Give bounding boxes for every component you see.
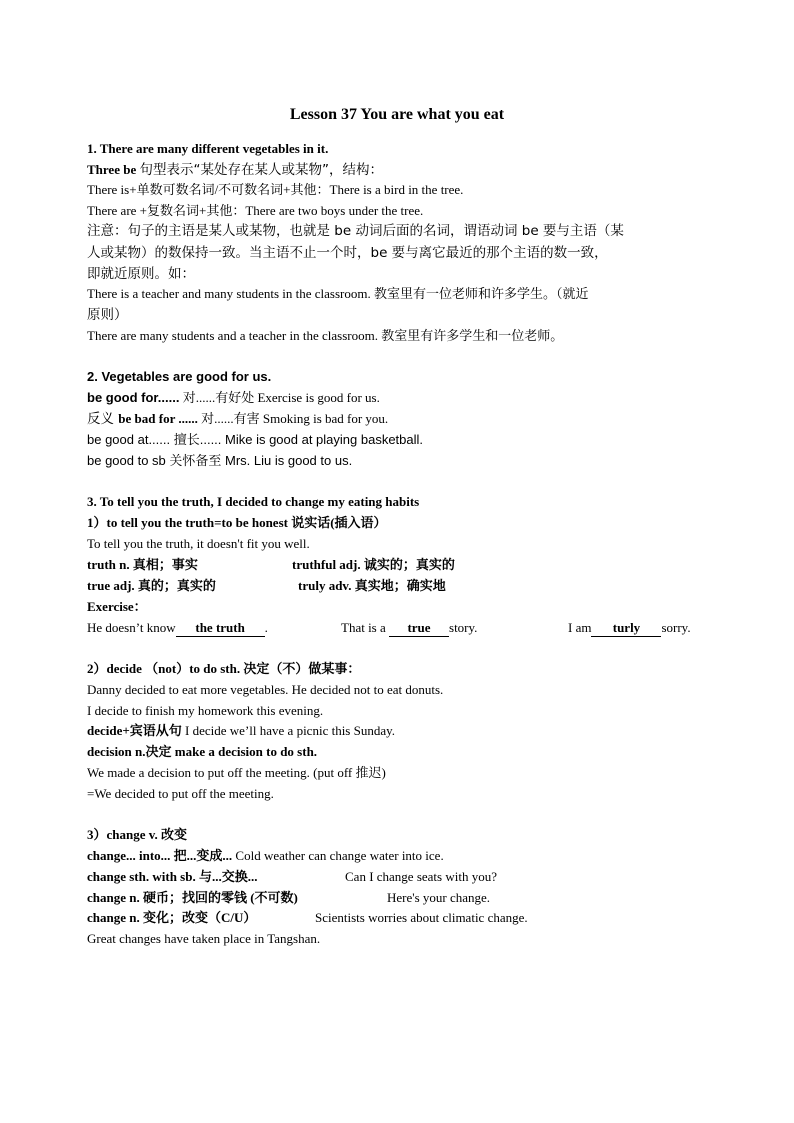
exercise-2-prefix: That is a <box>341 620 390 635</box>
s3-truly-def: truly adv. 真实地；确实地 <box>298 578 446 593</box>
s2-line-4: be good to sb 关怀备至 Mrs. Liu is good to us. <box>87 453 353 468</box>
s1-line-8: 原则） <box>87 307 128 323</box>
s3-decide-4: decision n.决定 make a decision to do sth. <box>87 744 318 759</box>
s3-change-2-bold: change sth. with sb. 与...交换... <box>87 869 258 884</box>
s3-exercise-label: Exercise： <box>87 599 147 614</box>
s3-line-2 <box>87 556 455 574</box>
s3-true-def: true adj. 真的；真实的 <box>87 578 216 593</box>
s2-line-1-bold: be good for...... <box>87 390 180 405</box>
s2-line-1 <box>87 389 380 407</box>
s3-decide-6: =We decided to put off the meeting. <box>87 786 274 801</box>
s2-line-3: be good at...... 擅长...... Mike is good at playing basketball. <box>87 432 424 447</box>
s3-sub-1: 1）to tell you the truth=to be honest 说实话(插入语） <box>87 515 387 530</box>
section-1-heading: 1. There are many different vegetables in it. <box>87 141 329 156</box>
s1-line-1-bold: Three be <box>87 162 140 177</box>
s3-change-2 <box>87 868 497 886</box>
exercise-1-prefix: He doesn’t know <box>87 620 176 635</box>
s3-change-3 <box>87 889 491 907</box>
s3-change-3-text: Here's your change. <box>387 890 491 905</box>
exercise-1-answer: the truth <box>176 620 265 637</box>
s2-line-2-prefix: 反义 <box>87 411 119 427</box>
section-3-heading: 3. To tell you the truth, I decided to change my eating habits <box>87 494 420 509</box>
s3-sub-3: 3）change v. 改变 <box>87 827 188 842</box>
s1-line-9: There are many students and a teacher in the classroom. 教室里有许多学生和一位老师。 <box>87 328 564 343</box>
s3-change-4 <box>87 909 528 927</box>
s3-change-1-bold: change... into... 把...变成... <box>87 848 233 863</box>
s2-line-2 <box>87 410 388 428</box>
s1-line-7: There is a teacher and many students in the classroom. 教室里有一位老师和许多学生。（就近 <box>87 286 589 301</box>
s3-change-5: Great changes have taken place in Tangshan. <box>87 931 321 946</box>
s1-line-5: 人或某物）的数保持一致。当主语不止一个时，be 要与离它最近的那个主语的数一致， <box>87 245 608 261</box>
exercise-1-suffix: . <box>264 620 268 635</box>
exercise-2-answer: true <box>389 620 449 637</box>
exercise-3-prefix: I am <box>568 620 592 635</box>
s3-decide-5: We made a decision to put off the meeting. (put off 推迟) <box>87 765 386 780</box>
s3-change-4-text: Scientists worries about climatic change. <box>315 910 528 925</box>
s3-truthful-def: truthful adj. 诚实的；真实的 <box>292 557 455 572</box>
exercise-3-answer: turly <box>591 620 661 637</box>
s3-decide-1: Danny decided to eat more vegetables. He decided not to eat donuts. <box>87 682 444 697</box>
s3-decide-3-bold: decide+宾语从句 <box>87 723 182 738</box>
exercise-3-suffix: sorry. <box>661 620 691 635</box>
s1-line-2: There is+单数可数名词/不可数名词+其他：There is a bird in the tree. <box>87 182 464 197</box>
section-2-heading: 2. Vegetables are good for us. <box>87 369 272 384</box>
s3-decide-3-text: I decide we’ll have a picnic this Sunday. <box>181 723 396 738</box>
s2-line-2-text: 对......有害 Smoking is bad for you. <box>197 411 389 426</box>
s1-line-3: There are +复数名词+其他：There are two boys under the tree. <box>87 203 424 218</box>
s3-decide-2: I decide to finish my homework this evening. <box>87 703 324 718</box>
s3-change-2-text: Can I change seats with you? <box>345 869 497 884</box>
s3-sub-2: 2）decide （not）to do sth. 决定（不）做某事： <box>87 661 361 676</box>
s2-line-1-text: 对......有好处 Exercise is good for us. <box>179 390 380 405</box>
exercise-2-suffix: story. <box>449 620 478 635</box>
lesson-title: Lesson 37 You are what you eat <box>289 106 505 123</box>
s3-truth-def: truth n. 真相；事实 <box>87 557 198 572</box>
s3-exercise-line <box>87 619 727 637</box>
exercise-3 <box>568 619 691 637</box>
s3-decide-3 <box>87 722 395 740</box>
s3-change-1-text: Cold weather can change water into ice. <box>232 848 444 863</box>
s3-change-3-bold: change n. 硬币；找回的零钱 (不可数) <box>87 890 298 905</box>
s1-line-4: 注意：句子的主语是某人或某物，也就是 be 动词后面的名词，谓语动词 be 要与主语（某 <box>87 223 624 239</box>
s3-change-4-bold: change n. 变化；改变（C/U） <box>87 910 257 925</box>
s1-line-6: 即就近原则。如： <box>87 266 195 282</box>
s1-line-1-text: 句型表示“某处存在某人或某物”，结构： <box>139 162 383 178</box>
exercise-2 <box>341 619 477 637</box>
s3-line-1: To tell you the truth, it doesn't fit you well. <box>87 536 310 551</box>
s3-line-3 <box>87 577 446 595</box>
s1-line-1 <box>87 161 383 179</box>
s2-line-2-bold: be bad for ...... <box>118 411 198 426</box>
s3-change-1 <box>87 847 444 865</box>
